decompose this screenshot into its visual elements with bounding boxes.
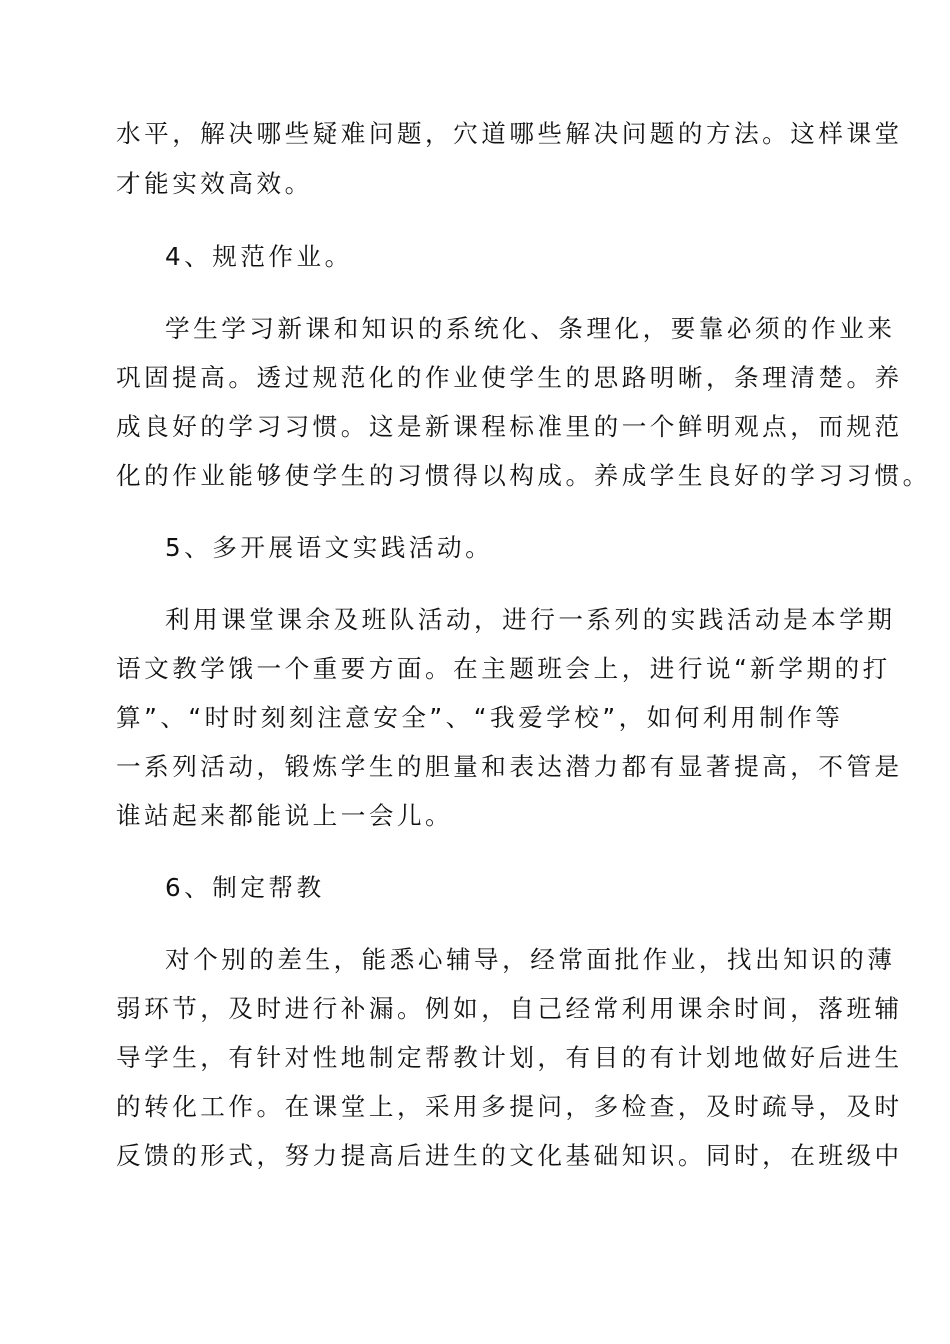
section-heading: 5、多开展语文实践活动。 bbox=[165, 533, 494, 562]
paragraph-line: 一系列活动，锻炼学生的胆量和表达潜力都有显著提高，不管是 bbox=[116, 752, 903, 781]
paragraph-line: 导学生，有针对性地制定帮教计划，有目的有计划地做好后进生 bbox=[116, 1043, 903, 1072]
section-heading: 4、规范作业。 bbox=[165, 242, 353, 271]
section-heading: 6、制定帮教 bbox=[165, 873, 325, 902]
paragraph-line: 成良好的学习习惯。这是新课程标准里的一个鲜明观点，而规范 bbox=[116, 412, 903, 441]
paragraph-line: 利用课堂课余及班队活动，进行一系列的实践活动是本学期 bbox=[165, 605, 896, 634]
paragraph-line: 语文教学饿一个重要方面。在主题班会上，进行说“新学期的打 bbox=[116, 654, 891, 683]
paragraph-line: 弱环节，及时进行补漏。例如，自己经常利用课余时间，落班辅 bbox=[116, 994, 903, 1023]
paragraph-line: 对个别的差生，能悉心辅导，经常面批作业，找出知识的薄 bbox=[165, 945, 896, 974]
paragraph-line: 谁站起来都能说上一会儿。 bbox=[116, 801, 454, 830]
paragraph-line: 的转化工作。在课堂上，采用多提问，多检查，及时疏导，及时 bbox=[116, 1092, 903, 1121]
paragraph-line: 反馈的形式，努力提高后进生的文化基础知识。同时，在班级中 bbox=[116, 1141, 903, 1170]
paragraph-line: 水平，解决哪些疑难问题，穴道哪些解决问题的方法。这样课堂 bbox=[116, 119, 903, 148]
paragraph-line: 学生学习新课和知识的系统化、条理化，要靠必须的作业来 bbox=[165, 314, 896, 343]
paragraph-line: 巩固提高。透过规范化的作业使学生的思路明晰，条理清楚。养 bbox=[116, 363, 903, 392]
paragraph-line: 才能实效高效。 bbox=[116, 169, 313, 198]
paragraph-line: 算”、“时时刻刻注意安全”、“我爱学校”，如何利用制作等 bbox=[116, 703, 844, 732]
paragraph-line: 化的作业能够使学生的习惯得以构成。养成学生良好的学习习惯。 bbox=[116, 461, 931, 490]
